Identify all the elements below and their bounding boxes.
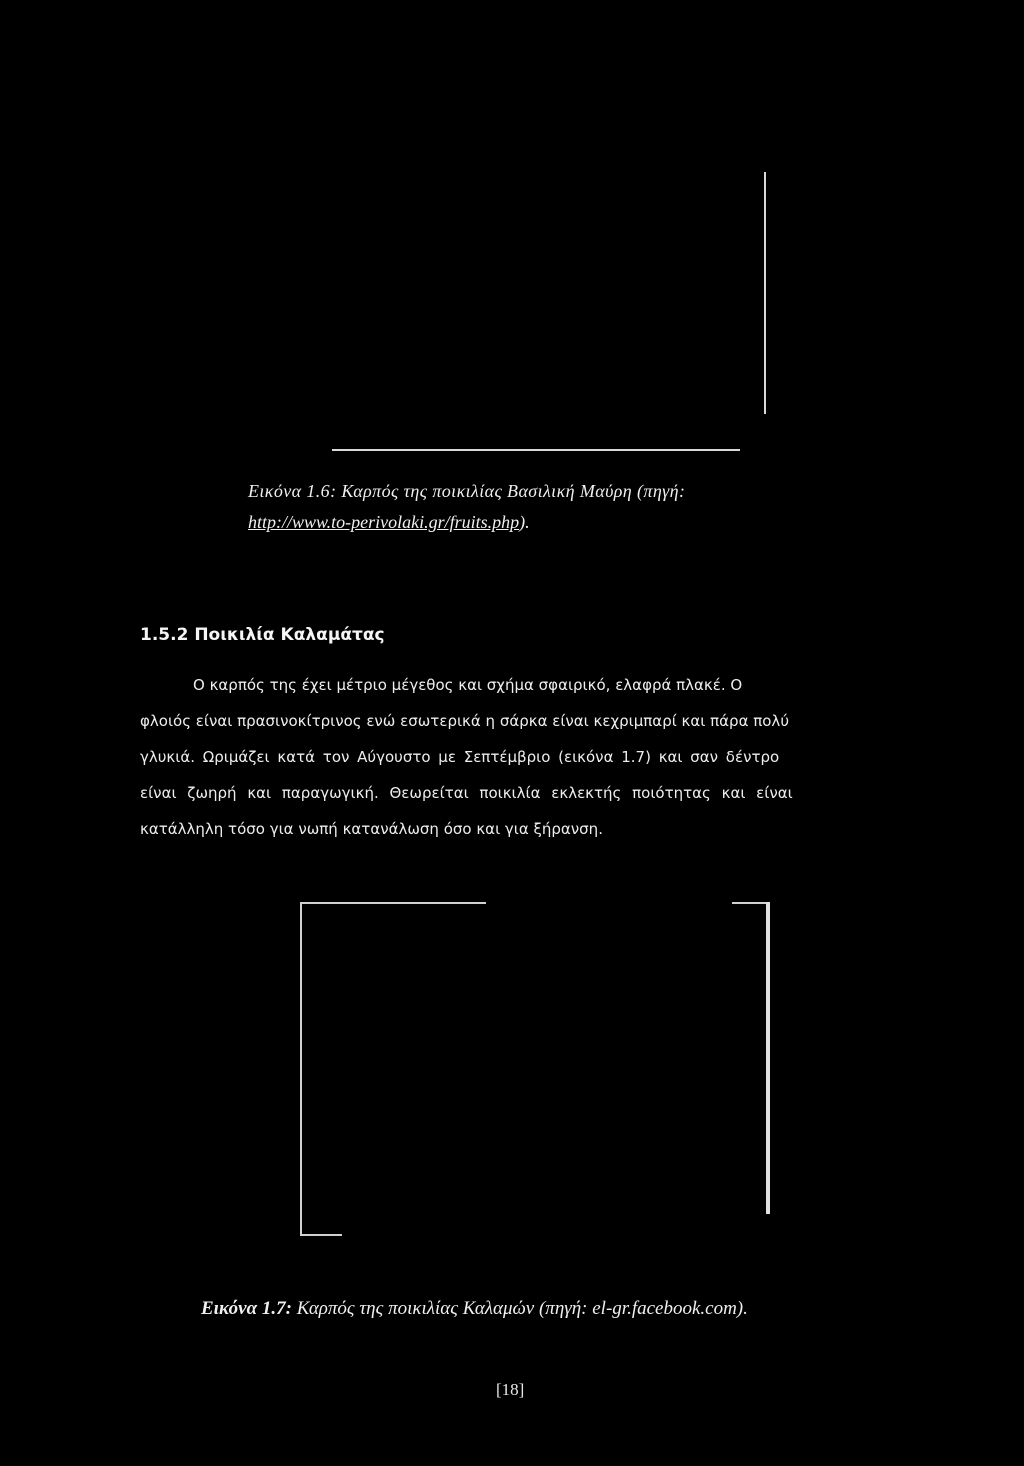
figure-1-7-caption-text: Καρπός της ποικιλίας Καλαμών (πηγή: el-gr.facebook.com). [296, 1298, 748, 1319]
body-line-4-text: είναι ζωηρή και παραγωγική. Θεωρείται ποικιλία εκλεκτής ποιότητας και είναι [140, 784, 793, 802]
figure-1-6-source-link[interactable]: http://www.to-perivolaki.gr/fruits.php [248, 512, 520, 532]
body-line-5: κατάλληλη τόσο για νωπή κατανάλωση όσο και για ξήρανση. [140, 820, 603, 838]
figure-1-6-caption-text: Καρπός της ποικιλίας Βασιλική Μαύρη (πηγή: [341, 481, 686, 501]
body-line-3 [140, 748, 779, 766]
figure-1-7-frame-bottom-left [300, 1234, 342, 1236]
figure-1-6-caption-end: ). [519, 512, 530, 532]
figure-1-7-frame-right [766, 902, 770, 1214]
figure-1-6-caption-source [248, 512, 530, 533]
figure-1-7-caption [201, 1298, 748, 1320]
figure-1-7-frame-left [300, 902, 302, 1236]
body-line-4 [140, 784, 793, 802]
figure-1-7-frame-top-right [732, 902, 768, 904]
figure-1-6-frame-right [764, 172, 766, 414]
figure-1-7-caption-label: Εικόνα 1.7: [201, 1298, 292, 1319]
body-line-3-text: γλυκιά. Ωριμάζει κατά τον Αύγουστο με Σεπτέμβριο (εικόνα 1.7) και σαν δέντρο [140, 748, 780, 766]
body-line-2: φλοιός είναι πρασινοκίτρινος ενώ εσωτερικά η σάρκα είναι κεχριμπαρί και πάρα πολύ [140, 712, 789, 730]
figure-1-6-caption [248, 481, 685, 502]
section-heading: 1.5.2 Ποικιλία Καλαμάτας [140, 625, 385, 645]
page-number: [18] [496, 1380, 525, 1399]
figure-1-7-frame-top-left [300, 902, 486, 904]
body-line-1: Ο καρπός της έχει μέτριο μέγεθος και σχήμα σφαιρικό, ελαφρά πλακέ. Ο [193, 676, 743, 694]
figure-1-6-frame-bottom [332, 449, 740, 451]
figure-1-6-caption-label: Εικόνα 1.6: [248, 481, 337, 501]
